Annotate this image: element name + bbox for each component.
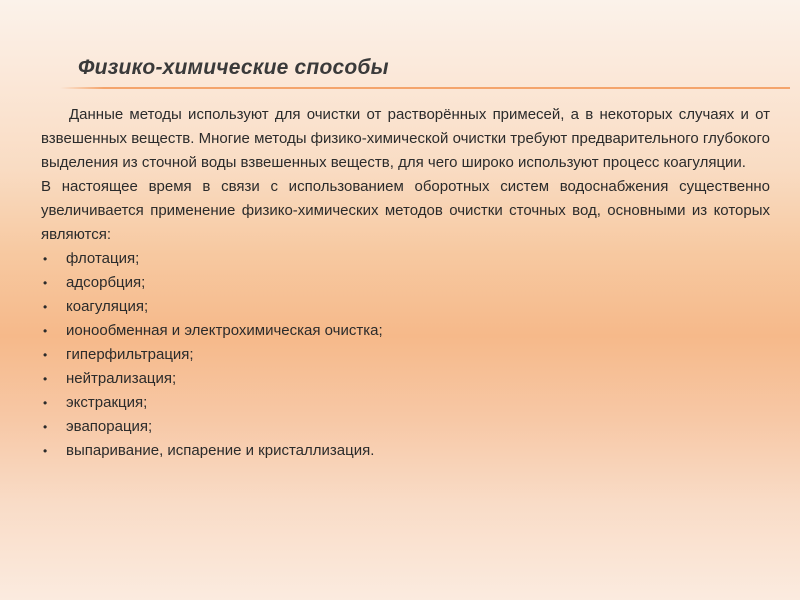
list-item — [41, 415, 770, 439]
slide-body — [41, 103, 770, 463]
list-item — [41, 367, 770, 391]
list-item-text: коагуляция; — [66, 298, 149, 315]
bullet-icon: • — [43, 372, 48, 386]
list-item — [41, 247, 770, 271]
list-item — [41, 343, 770, 367]
list-item-text: адсорбция; — [66, 274, 146, 291]
list-item — [41, 439, 770, 463]
list-item — [41, 319, 770, 343]
bullet-icon: • — [43, 252, 48, 266]
context-paragraph: В настоящее время в связи с использованием оборотных систем водоснабжения существенно увеличивается применение физико-химических методов очистки сточных вод, основными из которых являются: — [41, 178, 770, 243]
title-block — [60, 56, 790, 89]
list-item-text: ионообменная и электрохимическая очистка; — [66, 322, 383, 339]
list-item — [41, 271, 770, 295]
list-item-text: нейтрализация; — [66, 370, 177, 387]
list-item-text: гиперфильтрация; — [66, 346, 194, 363]
list-item — [41, 391, 770, 415]
methods-list — [41, 247, 770, 463]
bullet-icon: • — [43, 300, 48, 314]
bullet-icon: • — [43, 420, 48, 434]
title-underline — [60, 87, 790, 89]
list-item — [41, 295, 770, 319]
bullet-icon: • — [43, 276, 48, 290]
list-item-text: экстракция; — [66, 394, 148, 411]
intro-paragraph: Данные методы используют для очистки от растворённых примесей, а в некоторых случаях и от взвешенных веществ. Многие методы физико-химической очистки требуют предварительного глубокого выделения из сточной воды взвешенных веществ, для чего широко используют процесс коагуляции. — [41, 106, 770, 171]
bullet-icon: • — [43, 324, 48, 338]
bullet-icon: • — [43, 348, 48, 362]
slide-title: Физико-химические способы — [78, 56, 389, 79]
list-item-text: эвапорация; — [66, 418, 153, 435]
list-item-text: выпаривание, испарение и кристаллизация. — [66, 442, 375, 459]
bullet-icon: • — [43, 396, 48, 410]
bullet-icon: • — [43, 444, 48, 458]
list-item-text: флотация; — [66, 250, 140, 267]
